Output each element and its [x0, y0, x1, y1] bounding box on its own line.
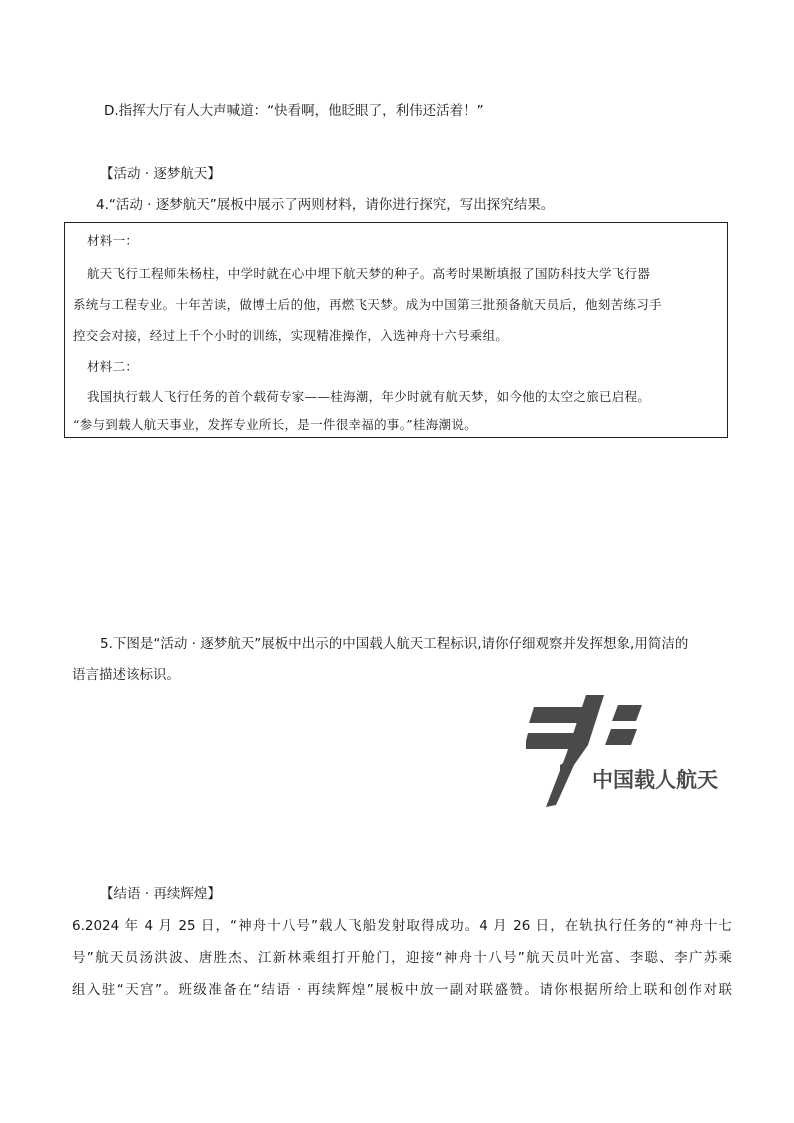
manned-space-logo: [526, 695, 722, 810]
material-1-line: 控交会对接，经过上千个小时的训练，实现精准操作，入选神舟十六号乘组。: [73, 328, 509, 343]
manned-space-logo-mark: [526, 695, 722, 810]
question-4: 4.“活动 · 逐梦航天”展板中展示了两则材料，请你进行探究，写出探究结果。: [96, 197, 555, 213]
material-1-title: 材料一：: [87, 233, 139, 248]
question-6-line: 号”航天员汤洪波、唐胜杰、江新林乘组打开舱门，迎接“神舟十八号”航天员叶光富、李聪、李广苏乘: [72, 950, 732, 966]
material-2-line: “参与到载人航天事业，发挥专业所长，是一件很幸福的事。”桂海潮说。: [73, 417, 477, 432]
option-d: D.指挥大厅有人大声喊道：“快看啊，他眨眼了，利伟还活着！”: [104, 103, 484, 119]
material-1-line: 系统与工程专业。十年苦读，做博士后的他，再燃飞天梦。成为中国第三批预备航天员后，他刻苦练习手: [73, 297, 662, 312]
materials-box: [64, 222, 728, 438]
section-heading-conclusion: 【结语 · 再续辉煌】: [100, 886, 221, 902]
question-5-line: 语言描述该标识。: [72, 667, 180, 683]
section-heading-activity: 【活动 · 逐梦航天】: [100, 166, 221, 182]
material-1-line: 航天飞行工程师朱杨柱，中学时就在心中埋下航天梦的种子。高考时果断填报了国防科技大学飞行器: [87, 266, 651, 281]
question-6-line: 6.2024 年 4 月 25 日，“神舟十八号”载人飞船发射取得成功。4 月 26 日，在轨执行任务的“神舟十七: [72, 918, 732, 934]
question-6-line: 组入驻“天宫”。班级准备在“结语 · 再续辉煌”展板中放一副对联盛赞。请你根据所给上联和创作对联: [72, 982, 732, 998]
material-2-title: 材料二：: [87, 359, 139, 374]
question-5-line: 5.下图是“活动 · 逐梦航天”展板中出示的中国载人航天工程标识,请你仔细观察并发挥想象,用简洁的: [100, 636, 689, 652]
material-2-line: 我国执行载人飞行任务的首个载荷专家——桂海潮，年少时就有航天梦，如今他的太空之旅已启程。: [87, 389, 651, 404]
logo-text: 中国载人航天: [592, 768, 718, 792]
